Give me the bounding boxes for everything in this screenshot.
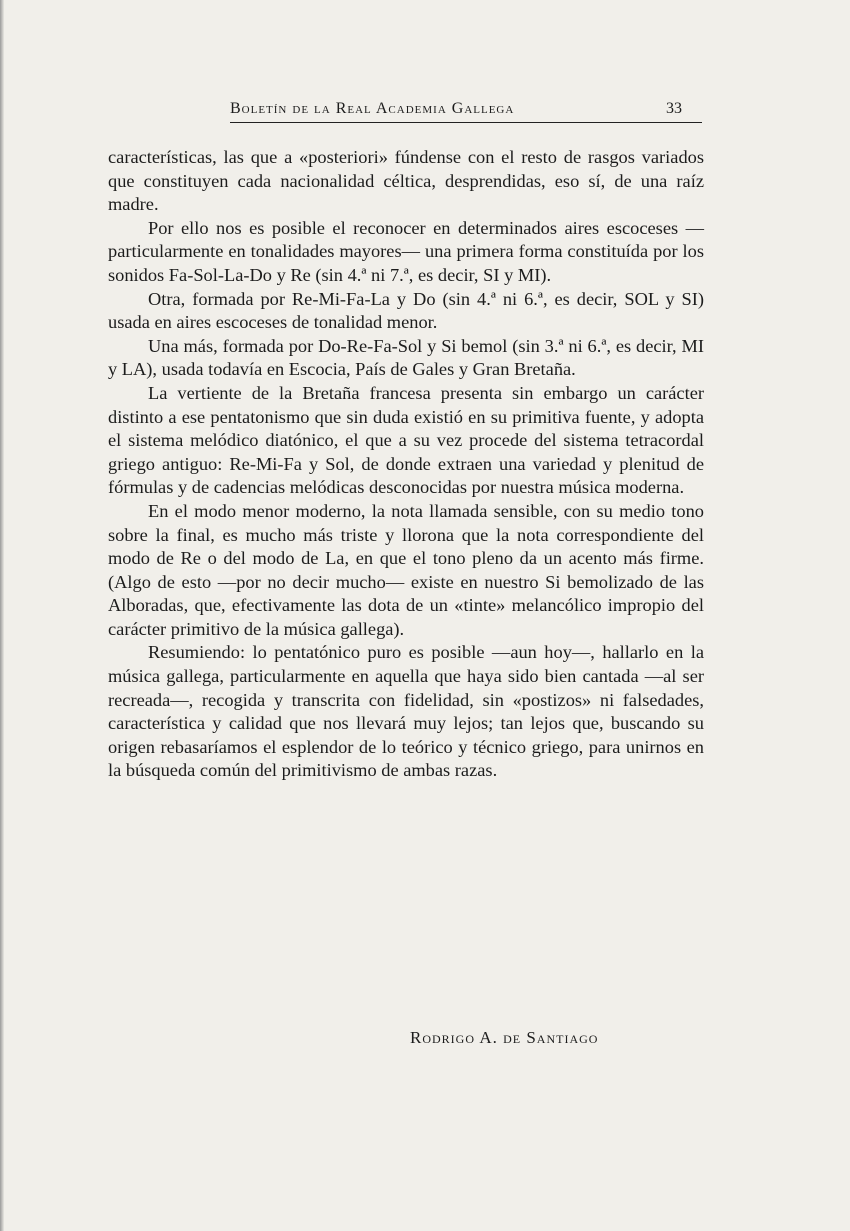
paragraph: La vertiente de la Bretaña francesa presenta sin embargo un carácter distinto a ese pentatonismo que sin duda existió en su primitiva fuente, y adopta el sistema melódico diatónico, el que a su vez procede del sistema tetracordal griego antiguo: Re-Mi-Fa y Sol, de donde extraen una variedad y plenitud de fórmulas y de cadencias melódicas desconocidas por nuestra música moderna. (108, 382, 704, 498)
paragraph: Otra, formada por Re-Mi-Fa-La y Do (sin 4.ª ni 6.ª, es decir, SOL y SI) usada en aires escoceses de tonalidad menor. (108, 288, 704, 333)
running-header (230, 100, 702, 123)
journal-title: Boletín de la Real Academia Gallega (230, 100, 515, 117)
paragraph: En el modo menor moderno, la nota llamada sensible, con su medio tono sobre la final, es mucho más triste y llorona que la nota correspondiente del modo de Re o del modo de La, en que el tono pleno da un acento más firme. (Algo de esto —por no decir mucho— existe en nuestro Si bemolizado de las Alboradas, que, efectivamente las dota de un «tinte» melancólico impropio del carácter primitivo de la música gallega). (108, 500, 704, 639)
paragraph: Resumiendo: lo pentatónico puro es posible —aun hoy—, hallarlo en la música gallega, particularmente en aquella que haya sido bien cantada —al ser recreada—, recogida y transcrita con fidelidad, sin «postizos» ni falsedades, característica y calidad que nos llevará muy lejos; tan lejos que, buscando su origen rebasaríamos el esplendor de lo teórico y técnico griego, para unirnos en la búsqueda común del primitivismo de ambas razas. (108, 642, 704, 781)
paragraph: características, las que a «posteriori» fúndense con el resto de rasgos variados que constituyen cada nacionalidad céltica, desprendidas, eso sí, de una raíz madre. (108, 147, 704, 215)
paragraph: Una más, formada por Do-Re-Fa-Sol y Si bemol (sin 3.ª ni 6.ª, es decir, MI y LA), usada todavía en Escocia, País de Gales y Gran Bretaña. (108, 335, 704, 380)
article-body (108, 146, 704, 783)
paragraph: Por ello nos es posible el reconocer en determinados aires escoceses —particularmente en tonalidades mayores— una primera forma constituída por los sonidos Fa-Sol-La-Do y Re (sin 4.ª ni 7.ª, es decir, SI y MI). (108, 217, 704, 285)
page-binding-edge (0, 0, 4, 1231)
page-number: 33 (666, 100, 682, 117)
author-signature: Rodrigo A. de Santiago (410, 1028, 599, 1047)
